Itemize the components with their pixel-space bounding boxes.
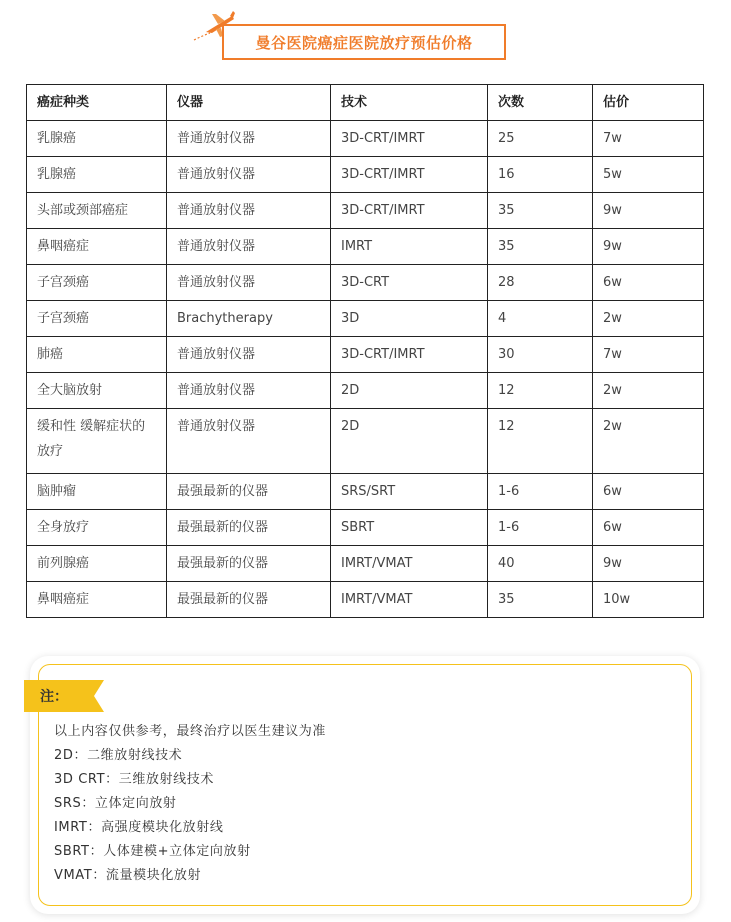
cell-cancer-type: 乳腺癌 (27, 157, 167, 193)
cell-instrument: 最强最新的仪器 (167, 510, 331, 546)
cell-technique: 3D-CRT/IMRT (331, 157, 488, 193)
cell-estimate: 5w (593, 157, 704, 193)
cell-instrument: 普通放射仪器 (167, 373, 331, 409)
header-estimate: 估价 (593, 85, 704, 121)
cell-technique: SBRT (331, 510, 488, 546)
cell-cancer-type: 鼻咽癌症 (27, 582, 167, 618)
cell-sessions: 1-6 (488, 474, 593, 510)
cell-estimate: 9w (593, 193, 704, 229)
note-line: 2D：二维放射线技术 (54, 748, 183, 763)
cell-cancer-type: 子宫颈癌 (27, 265, 167, 301)
cell-sessions: 12 (488, 409, 593, 474)
cell-sessions: 4 (488, 301, 593, 337)
cell-estimate: 9w (593, 546, 704, 582)
note-line: VMAT：流量模块化放射 (54, 868, 202, 883)
price-table (26, 84, 704, 618)
page-title: 曼谷医院癌症医院放疗预估价格 (222, 24, 506, 60)
cell-estimate: 7w (593, 121, 704, 157)
cell-sessions: 28 (488, 265, 593, 301)
cell-cancer-type: 子宫颈癌 (27, 301, 167, 337)
cell-estimate: 6w (593, 510, 704, 546)
header-sessions: 次数 (488, 85, 593, 121)
table-row (27, 582, 704, 618)
cell-instrument: 普通放射仪器 (167, 337, 331, 373)
cell-cancer-type: 前列腺癌 (27, 546, 167, 582)
cell-instrument: 最强最新的仪器 (167, 582, 331, 618)
cell-estimate: 10w (593, 582, 704, 618)
cell-instrument: 普通放射仪器 (167, 193, 331, 229)
cell-instrument: 最强最新的仪器 (167, 546, 331, 582)
table-row (27, 301, 704, 337)
table-row (27, 474, 704, 510)
cell-sessions: 40 (488, 546, 593, 582)
table-row (27, 157, 704, 193)
header-cancer-type: 癌症种类 (27, 85, 167, 121)
cell-instrument: 普通放射仪器 (167, 157, 331, 193)
cell-technique: IMRT/VMAT (331, 546, 488, 582)
cell-sessions: 16 (488, 157, 593, 193)
title-section (192, 6, 512, 66)
table-row (27, 510, 704, 546)
cell-cancer-type: 全大脑放射 (27, 373, 167, 409)
cell-instrument: 最强最新的仪器 (167, 474, 331, 510)
table-header-row (27, 85, 704, 121)
cell-estimate: 2w (593, 409, 704, 474)
cell-sessions: 25 (488, 121, 593, 157)
cell-estimate: 2w (593, 373, 704, 409)
cell-technique: 3D (331, 301, 488, 337)
table-row (27, 337, 704, 373)
note-label: 注： (40, 689, 68, 705)
cell-cancer-type: 肺癌 (27, 337, 167, 373)
table-row (27, 373, 704, 409)
note-line: IMRT：高强度模块化放射线 (54, 820, 224, 835)
table-row (27, 193, 704, 229)
cell-estimate: 9w (593, 229, 704, 265)
cell-technique: 3D-CRT/IMRT (331, 193, 488, 229)
cell-sessions: 30 (488, 337, 593, 373)
cell-sessions: 35 (488, 582, 593, 618)
cell-instrument: 普通放射仪器 (167, 229, 331, 265)
cell-cancer-type: 头部或颈部癌症 (27, 193, 167, 229)
cell-cancer-type: 全身放疗 (27, 510, 167, 546)
cell-technique: IMRT (331, 229, 488, 265)
cell-technique: SRS/SRT (331, 474, 488, 510)
cell-sessions: 12 (488, 373, 593, 409)
note-line: 3D CRT：三维放射线技术 (54, 772, 214, 787)
cell-technique: 2D (331, 409, 488, 474)
cell-estimate: 6w (593, 265, 704, 301)
cell-technique: 3D-CRT (331, 265, 488, 301)
cell-estimate: 7w (593, 337, 704, 373)
note-line: SBRT：人体建模+立体定向放射 (54, 844, 251, 859)
cell-technique: IMRT/VMAT (331, 582, 488, 618)
table-row (27, 546, 704, 582)
table-row (27, 409, 704, 474)
table-row (27, 229, 704, 265)
cell-sessions: 35 (488, 193, 593, 229)
cell-technique: 2D (331, 373, 488, 409)
note-line: 以上内容仅供参考，最终治疗以医生建议为准 (54, 724, 327, 739)
cell-technique: 3D-CRT/IMRT (331, 337, 488, 373)
cell-cancer-type: 鼻咽癌症 (27, 229, 167, 265)
note-line: SRS：立体定向放射 (54, 796, 177, 811)
cell-estimate: 6w (593, 474, 704, 510)
table-row (27, 121, 704, 157)
cell-cancer-type: 缓和性 缓解症状的放疗 (27, 409, 167, 474)
table-row (27, 265, 704, 301)
cell-instrument: 普通放射仪器 (167, 265, 331, 301)
cell-cancer-type: 脑肿瘤 (27, 474, 167, 510)
header-technique: 技术 (331, 85, 488, 121)
cell-technique: 3D-CRT/IMRT (331, 121, 488, 157)
cell-estimate: 2w (593, 301, 704, 337)
cell-sessions: 35 (488, 229, 593, 265)
cell-sessions: 1-6 (488, 510, 593, 546)
header-instrument: 仪器 (167, 85, 331, 121)
cell-instrument: 普通放射仪器 (167, 121, 331, 157)
cell-cancer-type: 乳腺癌 (27, 121, 167, 157)
note-lines (54, 720, 326, 888)
cell-instrument: Brachytherapy (167, 301, 331, 337)
cell-instrument: 普通放射仪器 (167, 409, 331, 474)
